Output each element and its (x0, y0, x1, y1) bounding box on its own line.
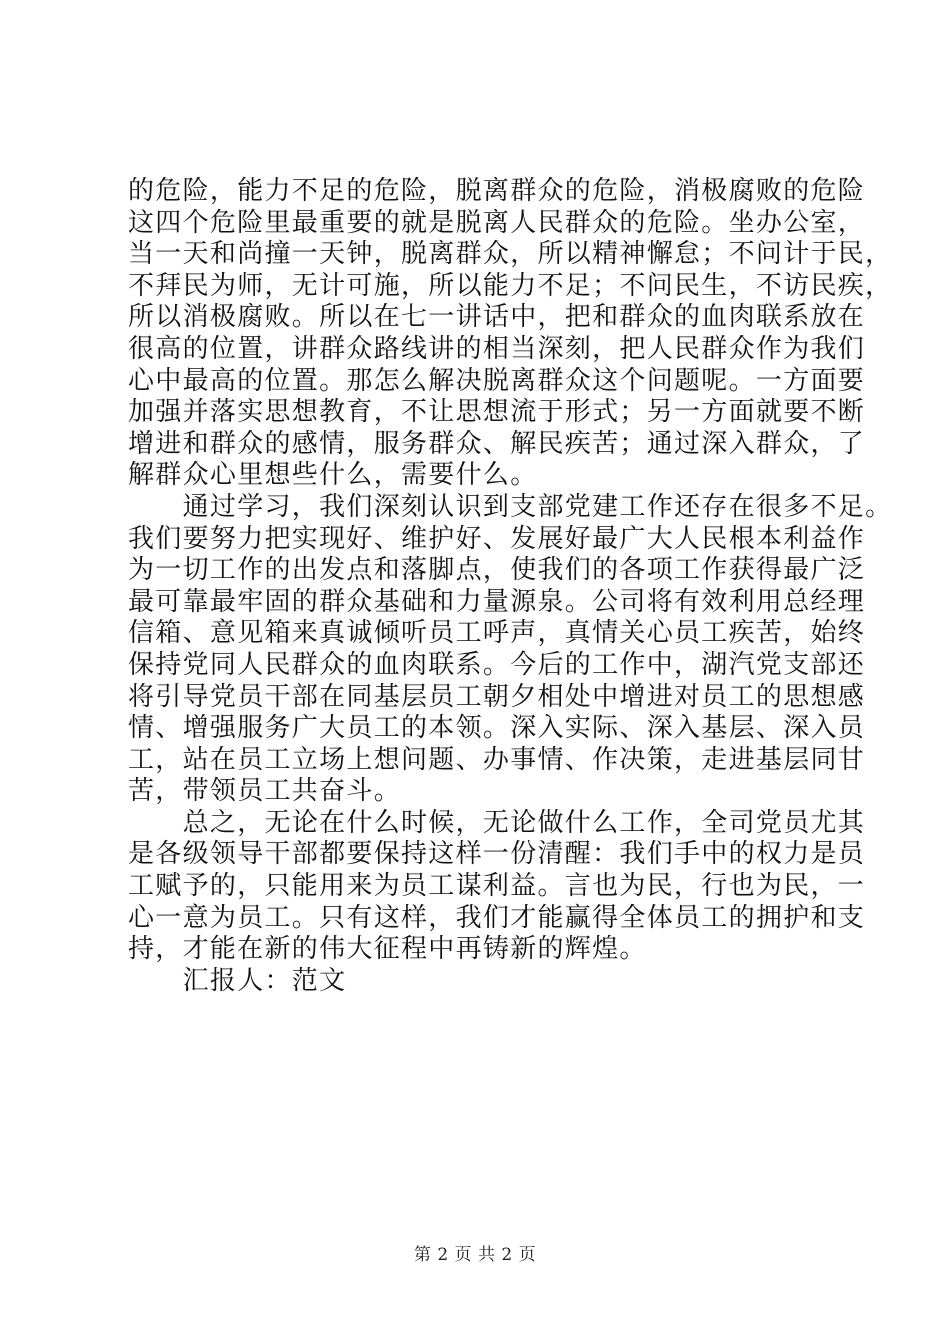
text-line: 是各级领导干部都要保持这样一份清醒：我们手中的权力是员 (128, 839, 866, 870)
text-line: 工赋予的，只能用来为员工谋利益。言也为民，行也为民，一 (128, 871, 866, 902)
text-line: 总之，无论在什么时候，无论做什么工作，全司党员尤其 (128, 807, 866, 838)
text-line: 持，才能在新的伟大征程中再铸新的辉煌。 (128, 934, 647, 965)
text-line: 通过学习，我们深刻认识到支部党建工作还存在很多不足。 (128, 491, 893, 522)
text-line: 的危险，能力不足的危险，脱离群众的危险，消极腐败的危险 (128, 176, 866, 206)
text-line: 苦，带领员工共奋斗。 (128, 776, 402, 807)
text-line: 心一意为员工。只有这样，我们才能赢得全体员工的拥护和支 (128, 902, 866, 933)
text-line: 当一天和尚撞一天钟，脱离群众，所以精神懈怠；不问计于民， (128, 239, 893, 270)
text-line: 我们要努力把实现好、维护好、发展好最广大人民根本利益作 (128, 523, 866, 554)
text-line: 为一切工作的出发点和落脚点，使我们的各项工作获得最广泛 (128, 555, 866, 586)
text-line: 心中最高的位置。那怎么解决脱离群众这个问题呢。一方面要 (128, 365, 866, 396)
text-line: 情、增强服务广大员工的本领。深入实际、深入基层、深入员 (128, 713, 866, 744)
text-line: 将引导党员干部在同基层员工朝夕相处中增进对员工的思想感 (128, 681, 866, 712)
page-number-footer: 第 2 页 共 2 页 (413, 1245, 537, 1265)
text-line: 最可靠最牢固的群众基础和力量源泉。公司将有效利用总经理 (128, 586, 866, 617)
signature-line: 汇报人：范文 (128, 965, 347, 996)
text-line: 不拜民为师，无计可施，所以能力不足；不问民生，不访民疾， (128, 270, 893, 301)
text-line: 所以消极腐败。所以在七一讲话中，把和群众的血肉联系放在 (128, 302, 866, 333)
text-line: 很高的位置，讲群众路线讲的相当深刻，把人民群众作为我们 (128, 333, 866, 364)
text-line: 解群众心里想些什么，需要什么。 (128, 460, 538, 491)
text-line: 信箱、意见箱来真诚倾听员工呼声，真情关心员工疾苦，始终 (128, 618, 866, 649)
document-body (128, 176, 893, 997)
text-line: 这四个危险里最重要的就是脱离人民群众的危险。坐办公室， (128, 207, 866, 238)
text-line: 增进和群众的感情，服务群众、解民疾苦；通过深入群众，了 (128, 428, 866, 459)
text-line: 加强并落实思想教育，不让思想流于形式；另一方面就要不断 (128, 397, 866, 428)
text-line: 工，站在员工立场上想问题、办事情、作决策，走进基层同甘 (128, 744, 866, 775)
text-line: 保持党同人民群众的血肉联系。今后的工作中，湖汽党支部还 (128, 649, 866, 680)
